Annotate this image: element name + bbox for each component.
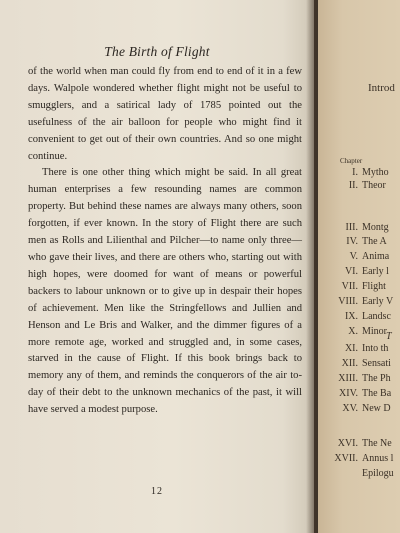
running-head: The Birth of Flight: [104, 44, 210, 59]
toc-entry: XIV. The Ba: [339, 388, 392, 399]
toc-entry: XI. Into th: [344, 343, 389, 354]
toc-entry: IX. Landsc: [344, 311, 391, 322]
toc-entry: XV. New D: [342, 403, 391, 414]
toc-entry: I. Mytho: [352, 167, 389, 178]
toc-entry: XII. Sensati: [341, 358, 391, 369]
toc-entry: XVII. Annus l: [334, 453, 394, 464]
toc-section-heading: T: [386, 331, 392, 342]
chapter-label: Chapter: [340, 157, 363, 165]
toc-entry: X. Minor: [348, 326, 387, 337]
toc-entry: VI. Early l: [344, 266, 389, 277]
toc-entry: II. Theor: [348, 180, 386, 191]
toc-entry: XIII. The Ph: [338, 373, 391, 384]
contents-title: Introd: [368, 82, 395, 94]
toc-entry: III. Montg: [345, 222, 389, 233]
toc-entry: VIII. Early V: [338, 296, 394, 307]
right-page: [318, 0, 400, 533]
page-number: 12: [151, 486, 163, 497]
paragraph-1: of the world when man could fly from end to end of it in a few days. Walpole wondered whether flight might not be useful to smugglers, and a satirical lady of 1785 pointed out the usefulness of the air balloon for people who might find it convenient to get out of their own countries. And so one might continue.: [28, 66, 302, 162]
toc-entry: XVI. The Ne: [337, 438, 392, 449]
toc-entry: V. Anima: [349, 251, 390, 262]
toc-entry: IV. The A: [346, 236, 387, 247]
toc-entry: Epilogu: [362, 468, 394, 479]
toc-entry: VII. Flight: [341, 281, 386, 292]
paragraph-2: There is one other thing which might be said. In all great human enterprises a few resounding names are common property. But behind these names are always many others, soon forgotten, if ever known. In the story of Flight there are such men as Rolls and Lilienthal and Pilcher—to name only three—who gave their lives, and there are others who, starting out with high hopes, were doomed for want of means or powerful backers to labour unknown or to give up in despair their hopes of achievement. Men like the Stringfellows and Jullien and Henson and Le Bris and Walker, and the dimmer figures of a more remote age, worked and struggled and, in some cases, starved in the cause of Flight. If this book brings back to memory any of them, and reminds the conquerors of the air to-day of their debt to the unknown mechanics of the past, it will have served a modest purpose.: [28, 167, 302, 416]
body-text: [28, 64, 302, 419]
